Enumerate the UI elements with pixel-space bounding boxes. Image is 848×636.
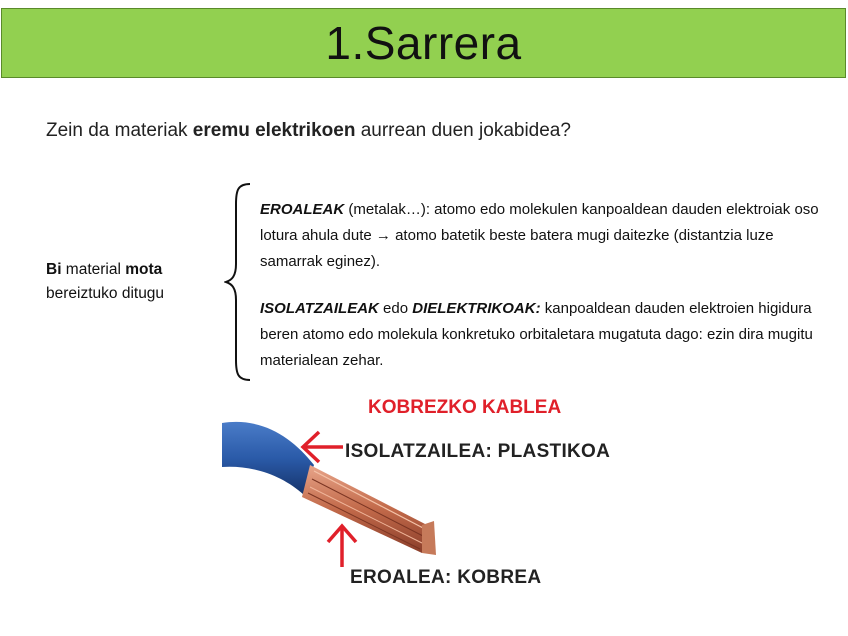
copper-cable-image: [222, 395, 452, 595]
term-conductors: EROALEAK: [260, 201, 345, 218]
label-bold-mota: mota: [125, 261, 163, 278]
insulator-label: ISOLATZAILEA: PLASTIKOA: [345, 441, 611, 462]
intro-question: [46, 120, 571, 142]
conductor-label: EROALEA: KOBREA: [350, 567, 542, 588]
term-dielectrics: DIELEKTRIKOAK:: [412, 300, 541, 317]
insulator-arrow-icon: [303, 432, 343, 462]
cable-insulation: [222, 422, 314, 495]
question-text-2: aurrean duen jokabidea?: [355, 120, 571, 141]
material-types-label: [46, 258, 164, 306]
material-types-line-1: [46, 258, 164, 282]
material-types-line-2: bereiztuko ditugu: [46, 285, 165, 302]
question-bold: eremu elektrikoen: [192, 120, 356, 141]
definition-insulators-or: edo: [378, 300, 413, 317]
cable-image-title: KOBREZKO KABLEA: [368, 397, 562, 418]
definition-conductors-text: (metalak…): atomo edo molekulen kanpoaldean dauden elektroiak oso lotura ahula dute → atomo batetik beste batera mugi daitezke (distantzia luze samarrak eginez).: [260, 201, 819, 270]
conductor-arrow-icon: [328, 526, 356, 567]
question-text-1: Zein da materiak: [46, 120, 193, 141]
curly-brace-icon: [224, 182, 254, 382]
slide-title: 1.Sarrera: [325, 17, 522, 69]
label-text-material: material: [61, 261, 126, 278]
title-bar: [1, 8, 846, 78]
cable-copper-strands: [302, 465, 436, 555]
definition-conductors: [260, 197, 820, 275]
definition-insulators: [260, 296, 820, 374]
term-insulators: ISOLATZAILEAK: [260, 300, 379, 317]
definition-insulators-text: kanpoaldean dauden elektroien higidura beren atomo edo molekula konkretuko orbitaletara mugatuta dago: ezin dira mugitu materialean zehar.: [260, 300, 813, 369]
label-bold-bi: Bi: [46, 261, 62, 278]
